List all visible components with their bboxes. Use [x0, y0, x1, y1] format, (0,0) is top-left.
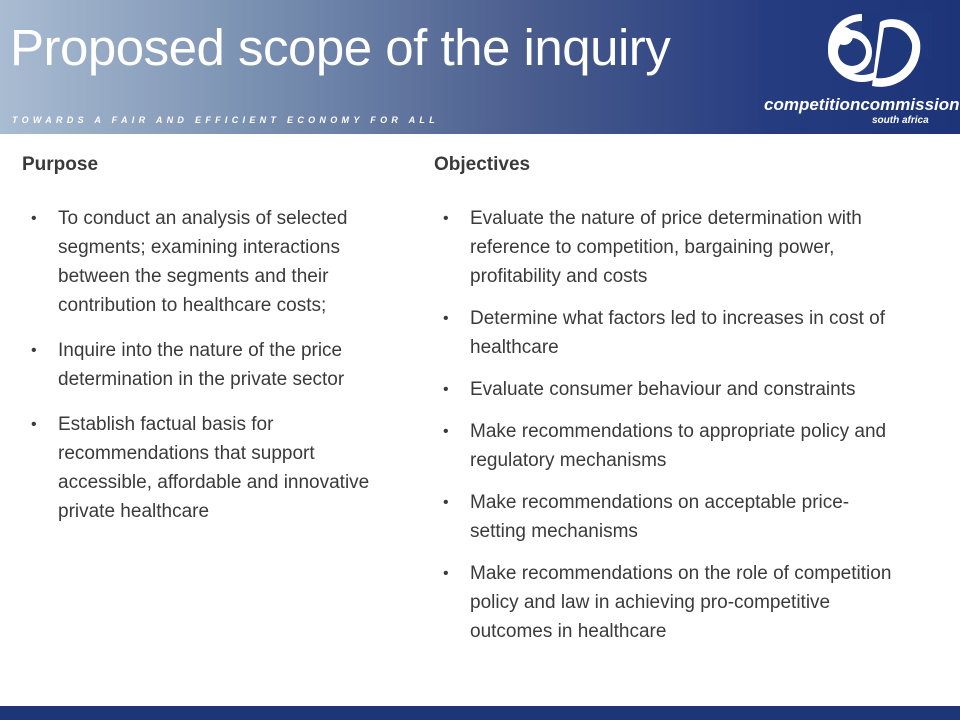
list-item — [22, 204, 394, 320]
list-item-text: Establish factual basis for recommendations that support accessible, affordable and innovative private healthcare — [58, 414, 370, 522]
logo-subtitle: south africa — [872, 115, 929, 126]
list-item-text: Determine what factors led to increases in cost of healthcare — [470, 308, 886, 358]
bullet-icon: • — [31, 416, 37, 433]
bullet-icon: • — [31, 342, 37, 359]
purpose-column — [22, 152, 394, 542]
bullet-icon: • — [443, 381, 449, 398]
objectives-column — [434, 152, 904, 659]
purpose-list — [22, 204, 394, 526]
competition-commission-logo-icon — [792, 12, 932, 98]
objectives-heading: Objectives — [434, 154, 531, 175]
bullet-icon: • — [31, 210, 37, 227]
tagline: TOWARDS A FAIR AND EFFICIENT ECONOMY FOR ALL — [12, 115, 440, 125]
list-item — [434, 417, 904, 475]
bullet-icon: • — [443, 310, 449, 327]
bullet-icon: • — [443, 565, 449, 582]
list-item-text: Inquire into the nature of the price determination in the private sector — [58, 340, 345, 390]
bullet-icon: • — [443, 210, 449, 227]
list-item — [22, 410, 394, 526]
list-item-text: Make recommendations on acceptable price-setting mechanisms — [470, 492, 850, 542]
bullet-icon: • — [443, 423, 449, 440]
list-item — [434, 375, 904, 404]
list-item-text: Make recommendations on the role of competition policy and law in achieving pro-competitive outcomes in healthcare — [470, 563, 892, 642]
list-item-text: To conduct an analysis of selected segments; examining interactions between the segments and their contribution to healthcare costs; — [58, 208, 348, 316]
logo-wordmark: competitioncommission — [764, 95, 960, 114]
list-item-text: Evaluate consumer behaviour and constraints — [470, 379, 856, 400]
bullet-icon: • — [443, 494, 449, 511]
purpose-heading: Purpose — [22, 154, 99, 175]
objectives-list — [434, 204, 904, 646]
list-item — [434, 559, 904, 646]
footer-bar — [0, 706, 960, 720]
slide-title: Proposed scope of the inquiry — [10, 19, 671, 76]
list-item — [434, 488, 904, 546]
list-item — [434, 304, 904, 362]
list-item — [22, 336, 394, 394]
list-item-text: Evaluate the nature of price determination with reference to competition, bargaining power, profitability and costs — [470, 208, 862, 287]
list-item — [434, 204, 904, 291]
list-item-text: Make recommendations to appropriate policy and regulatory mechanisms — [470, 421, 887, 471]
slide-header — [0, 0, 960, 134]
header-divider — [0, 134, 960, 136]
